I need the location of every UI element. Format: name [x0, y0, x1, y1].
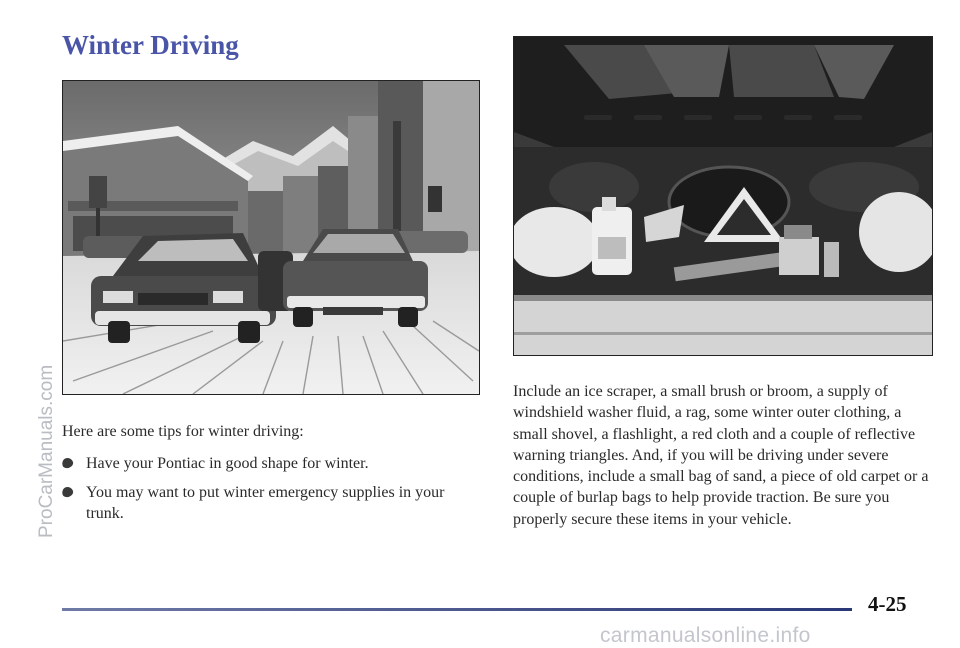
side-watermark — [14, 60, 57, 590]
footer-rule — [62, 608, 852, 611]
page-title: Winter Driving — [62, 30, 239, 60]
tips-list — [62, 453, 482, 532]
bullet-icon — [61, 485, 75, 498]
bottom-watermark: carmanualsonline.info — [600, 624, 811, 647]
trunk-supplies-photo — [513, 36, 933, 356]
intro-text: Here are some tips for winter driving: — [62, 423, 304, 440]
list-item-text: You may want to put winter emergency supplies in your trunk. — [86, 484, 445, 522]
list-item — [62, 453, 482, 474]
side-watermark-text: ProCarManuals.com — [36, 364, 57, 538]
supplies-paragraph: Include an ice scraper, a small brush or broom, a supply of windshield washer fluid, a rag, some winter outer clothing, a small shovel, a flashlight, a red cloth and a couple of reflective warning triangles. And, if you will be driving under severe conditions, include a small bag of sand, a piece of old carpet or a couple of burlap bags to help provide traction. Be sure you properly secure these items in your vehicle. — [513, 383, 929, 528]
list-item — [62, 482, 482, 524]
winter-street-photo — [62, 80, 480, 395]
bullet-icon — [61, 456, 75, 469]
list-item-text: Have your Pontiac in good shape for winter. — [86, 455, 369, 472]
page-number: 4-25 — [868, 592, 907, 616]
